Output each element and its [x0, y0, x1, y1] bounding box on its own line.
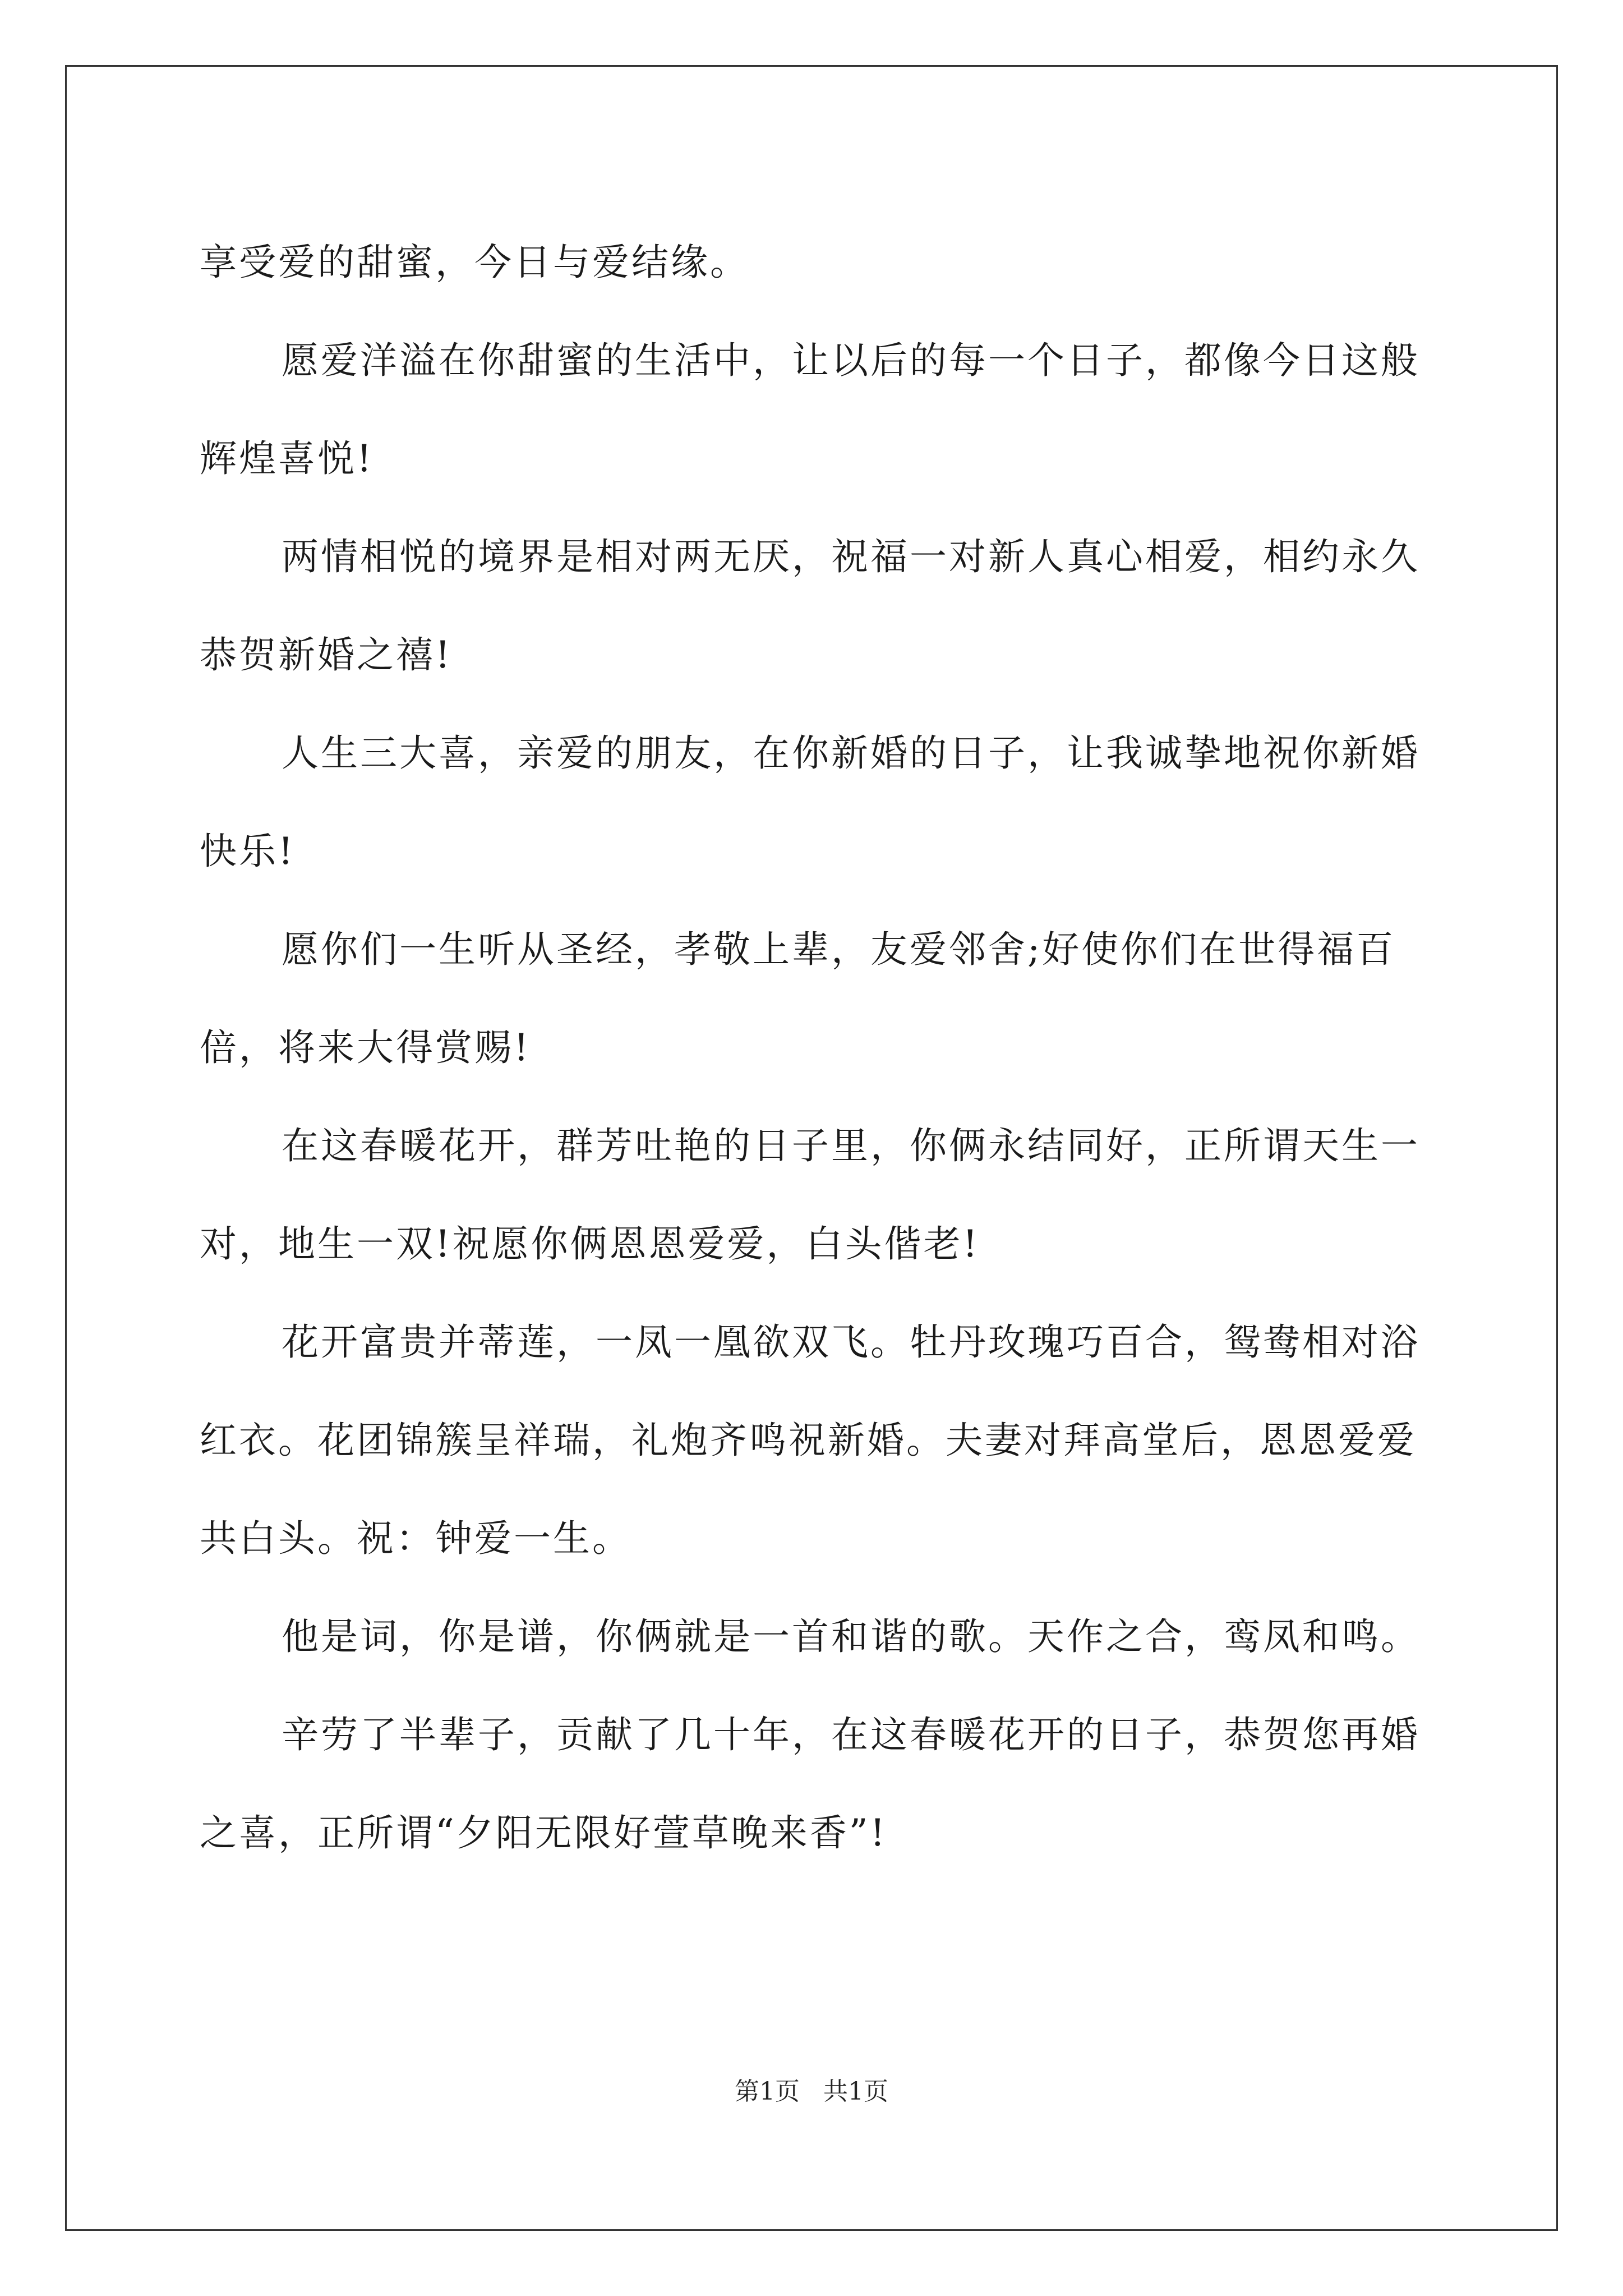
paragraph-1: 享受爱的甜蜜，今日与爱结缘。: [200, 241, 749, 284]
paragraph-9: 辛劳了半辈子，贡献了几十年，在这春暖花开的日子，恭贺您再婚之喜，正所谓“夕阳无限好萱草晚来香”!: [200, 1713, 1420, 1855]
paragraph-3: 两情相悦的境界是相对两无厌，祝福一对新人真心相爱，相约永久恭贺新婚之禧!: [200, 535, 1420, 677]
paragraph-2: 愿爱洋溢在你甜蜜的生活中，让以后的每一个日子，都像今日这般辉煌喜悦!: [200, 339, 1420, 480]
paragraph-8: 他是词，你是谱，你俩就是一首和谐的歌。天作之合，鸾凤和鸣。: [282, 1615, 1420, 1658]
paragraph-6: 在这春暖花开，群芳吐艳的日子里，你俩永结同好，正所谓天生一对，地生一双!祝愿你俩恩恩爱爱，白头偕老!: [200, 1124, 1420, 1266]
paragraph-4: 人生三大喜，亲爱的朋友，在你新婚的日子，让我诚挚地祝你新婚快乐!: [200, 731, 1420, 873]
page-footer: [0, 2071, 1623, 2107]
page-number: 第1页: [735, 2077, 800, 2106]
paragraph-5: 愿你们一生听从圣经，孝敬上辈，友爱邻舍;好使你们在世得福百倍，将来大得赏赐!: [200, 928, 1396, 1069]
total-pages: 共1页: [823, 2077, 888, 2106]
paragraph-7: 花开富贵并蒂莲，一凤一凰欲双飞。牡丹玫瑰巧百合，鸳鸯相对浴红衣。花团锦簇呈祥瑞，礼炮齐鸣祝新婚。夫妻对拜高堂后，恩恩爱爱共白头。祝：钟爱一生。: [200, 1320, 1420, 1560]
document-body: [200, 213, 1433, 1882]
